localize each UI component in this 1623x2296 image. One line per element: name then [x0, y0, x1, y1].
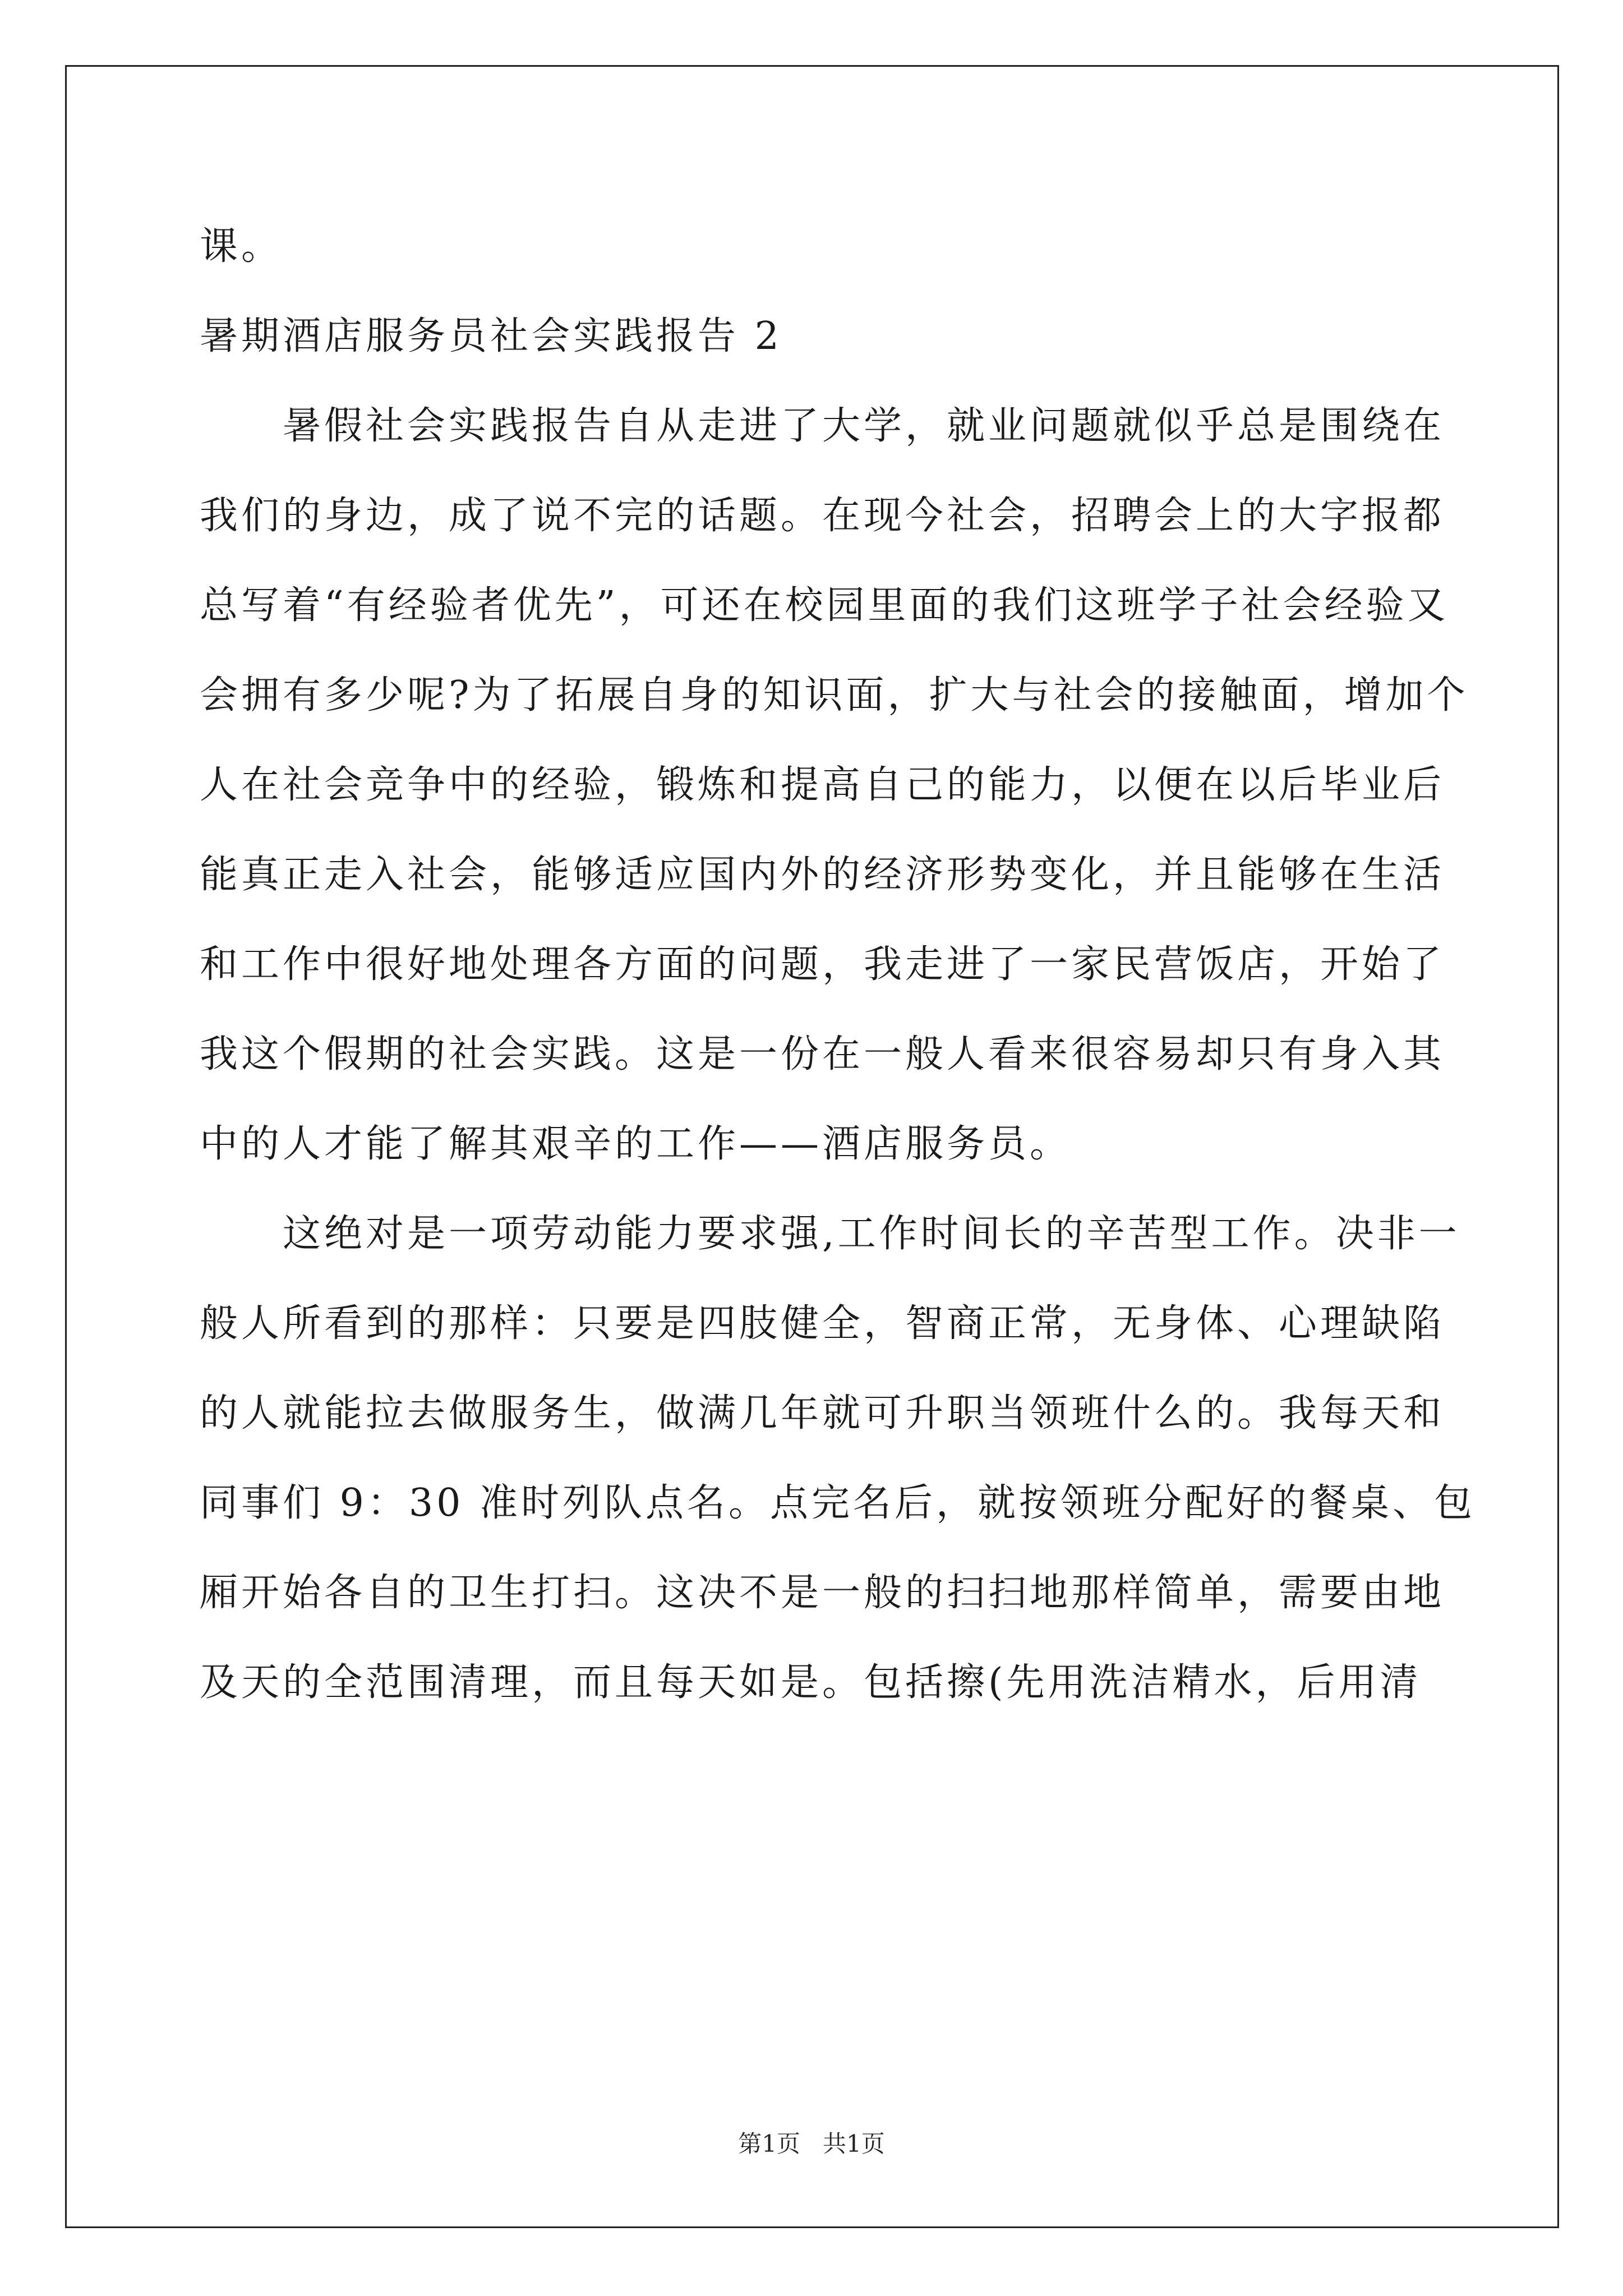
- text-line: 我们的身边，成了说不完的话题。在现今社会，招聘会上的大字报都: [200, 494, 1445, 538]
- document-body: [200, 202, 1476, 1728]
- section-heading: 暑期酒店服务员社会实践报告 2: [200, 314, 782, 358]
- text-line: 的人就能拉去做服务生，做满几年就可升职当领班什么的。我每天和: [200, 1391, 1445, 1435]
- text-line: 总写着“有经验者优先”，可还在校园里面的我们这班学子社会经验又: [200, 583, 1449, 628]
- text-line: 中的人才能了解其艰辛的工作——酒店服务员。: [200, 1122, 1072, 1166]
- text-line: 同事们 9：30 准时列队点名。点完名后，就按领班分配好的餐桌、包: [200, 1481, 1476, 1525]
- text-line: 我这个假期的社会实践。这是一份在一般人看来很容易却只有身入其: [200, 1032, 1445, 1076]
- text-line: 会拥有多少呢?为了拓展自身的知识面，扩大与社会的接触面，增加个: [200, 673, 1469, 717]
- text-line: 能真正走入社会，能够适应国内外的经济形势变化，并且能够在生活: [200, 853, 1445, 897]
- page-total: 共1页: [823, 2130, 885, 2157]
- text-line: 课。: [200, 224, 283, 269]
- text-line: 和工作中很好地处理各方面的问题，我走进了一家民营饭店，开始了: [200, 942, 1445, 987]
- text-line: 厢开始各自的卫生打扫。这决不是一般的扫扫地那样简单，需要由地: [200, 1571, 1445, 1615]
- page-footer: [0, 2127, 1623, 2161]
- text-line: 这绝对是一项劳动能力要求强,工作时间长的辛苦型工作。决非一: [200, 1212, 1460, 1256]
- text-line: 及天的全范围清理，而且每天如是。包括擦(先用洗洁精水，后用清: [200, 1660, 1422, 1705]
- text-line: 人在社会竞争中的经验，锻炼和提高自己的能力，以便在以后毕业后: [200, 763, 1445, 807]
- text-line: 般人所看到的那样：只要是四肢健全，智商正常，无身体、心理缺陷: [200, 1301, 1445, 1346]
- page-number: 第1页: [738, 2130, 800, 2157]
- text-line: 暑假社会实践报告自从走进了大学，就业问题就似乎总是围绕在: [200, 404, 1445, 448]
